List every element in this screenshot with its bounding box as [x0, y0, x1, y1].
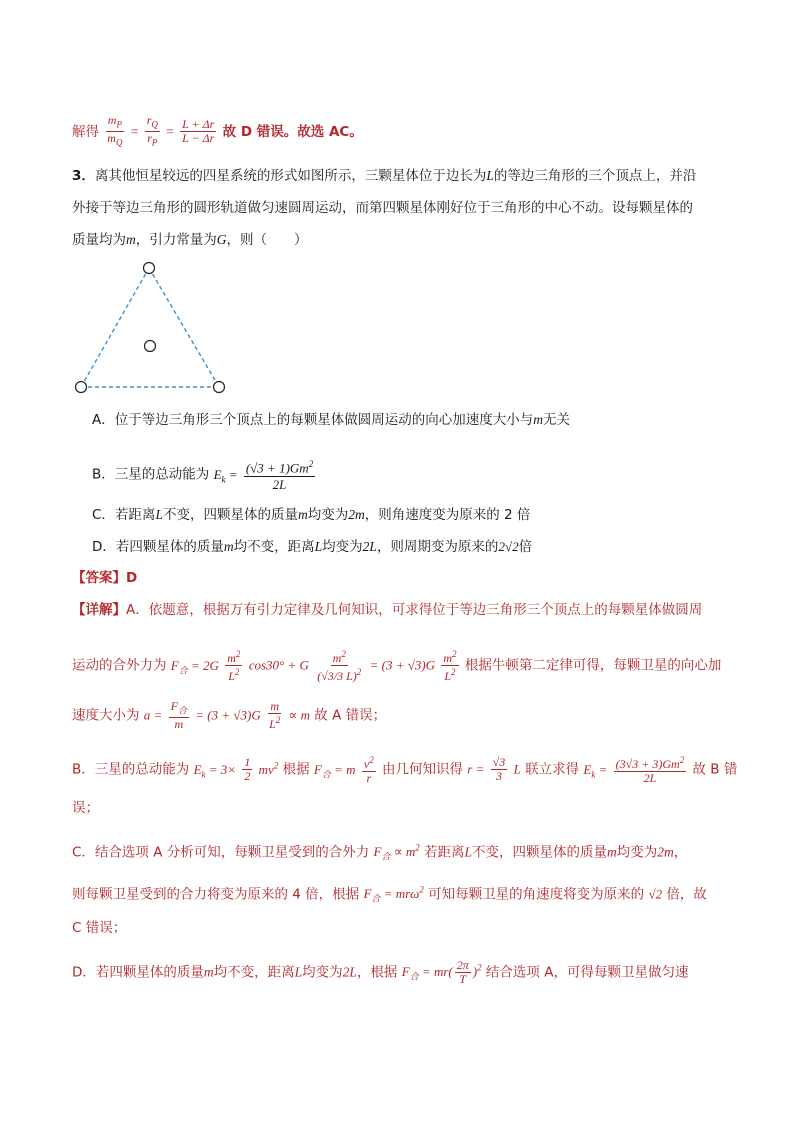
text-jiede: 解得 — [72, 123, 99, 140]
formula-ek-sum: $E_k = 3\times$ — [193, 761, 237, 780]
option-d-t3: 均变为 — [322, 539, 363, 555]
detail-line-8 — [72, 918, 126, 938]
formula-F-period: $F_合 = mr$( — [401, 964, 453, 982]
detail-text-4d: 联立求得 — [525, 761, 580, 778]
option-c-t1: 若距离 — [114, 507, 156, 523]
option-c-2m: 2m — [348, 507, 365, 522]
question-text-3c: ，则（ ） — [226, 232, 308, 248]
option-a-end: 无关 — [543, 412, 570, 428]
star-bottom-right — [214, 382, 225, 393]
option-a-text: 位于等边三角形三个顶点上的每颗星体做圆周运动的向心加速度大小与 — [114, 412, 534, 428]
option-d-m: m — [223, 539, 234, 554]
formula-net-force: $F_合 = 2G$ — [170, 657, 219, 676]
detail-text-9a: D．若四颗星体的质量 — [72, 964, 204, 981]
formula-mass-ratio: $\frac{m_P}{m_Q}$ — [107, 113, 123, 148]
answer-value: D — [126, 570, 138, 586]
frac-2pi-T: $\frac{2\pi}{T}$ — [456, 957, 469, 986]
detail-text-2a: 运动的合外力为 — [72, 657, 167, 674]
detail-line-7 — [72, 880, 707, 909]
option-d-t4: ，则周期变为原来的 — [376, 539, 499, 555]
question-text-1-end: 的等边三角形的三个顶点上，并沿 — [493, 168, 697, 184]
detail-text-1: A．依题意，根据万有引力定律及几何知识，可求得位于等边三角形三个顶点上的每颗星体做圆周 — [126, 602, 703, 618]
option-b — [92, 456, 317, 493]
formula-F-mv2r: $F_合 = m$ — [313, 761, 356, 780]
question-line-1 — [72, 166, 696, 186]
detail-line-5 — [72, 798, 99, 818]
text-conclusion: 故 D 错误。故选 AC。 — [222, 123, 363, 140]
star-center — [145, 341, 156, 352]
option-d-label: D． — [92, 539, 116, 555]
star-top — [144, 263, 155, 274]
detail-text-4e: 故 B 错 — [692, 761, 738, 778]
detail-line-4 — [72, 754, 737, 785]
option-b-text: 三星的总动能为 — [114, 466, 210, 483]
var-m-9: m — [203, 964, 214, 980]
option-c-L: L — [155, 507, 163, 522]
text-squared: )$^2$ — [472, 963, 482, 980]
detail-line-3 — [72, 700, 386, 731]
formula-radius-ratio: $\frac{r_Q}{r_P}$ — [146, 113, 158, 148]
frac-F-m: $\frac{F_合}{m}$ — [170, 699, 187, 732]
option-a — [92, 410, 570, 430]
answer-line — [72, 568, 137, 588]
option-c-t3: 均变为 — [307, 507, 349, 523]
var-2m-6: 2m — [657, 844, 674, 860]
detail-text-4c: 由几何知识得 — [381, 761, 463, 778]
detail-text-9d: ，根据 — [356, 964, 398, 981]
formula-ek-fraction: $\frac{(√3 + 1)Gm^2}{2L}$ — [244, 456, 315, 493]
option-c-label: C． — [92, 507, 115, 523]
triangle-side-right — [149, 268, 219, 387]
var-L-9: L — [294, 964, 303, 980]
detail-text-9c: 均变为 — [302, 964, 343, 981]
formula-sqrt2: √2 — [648, 886, 663, 902]
detail-text-6a: C．结合选项 A 分析可知，每颗卫星受到的合外力 — [72, 844, 370, 861]
detail-text-3a: 速度大小为 — [72, 707, 140, 724]
question-line-2 — [72, 198, 693, 218]
detail-text-2b: 根据牛顿第二定律可得，每颗卫星的向心加 — [464, 657, 722, 674]
option-d-L: L — [314, 539, 323, 554]
detail-text-4b: 根据 — [282, 761, 310, 778]
option-a-var: m — [533, 412, 543, 427]
text-cos30: cos30° + G — [248, 657, 309, 673]
option-b-label: B． — [92, 466, 115, 483]
question-text-3a: 质量均为 — [72, 232, 126, 248]
option-d — [92, 537, 532, 557]
frac-m-L2: $\frac{m}{L^2}$ — [269, 699, 281, 732]
var-G: G — [216, 232, 227, 247]
star-bottom-left — [76, 382, 87, 393]
detail-text-8: C 错误； — [72, 920, 127, 936]
question-text-3b: ，引力常量为 — [135, 232, 217, 248]
var-L: L — [486, 168, 494, 183]
text-mv2: $mv^2$ — [258, 760, 279, 777]
text-a-result: = (3 + √3)G — [195, 707, 261, 723]
text-3plus-sqrt3: = (3 + √3)G — [369, 657, 436, 673]
detail-text-4a: B．三星的总动能为 — [72, 761, 190, 778]
formula-ek: $E_k$ = — [213, 466, 238, 485]
formula-F-propto: $F_合 \propto m^2$ — [373, 843, 420, 862]
four-star-diagram — [70, 258, 235, 398]
option-a-label: A． — [92, 412, 115, 428]
detail-line-9 — [72, 958, 688, 987]
triangle-side-left — [81, 268, 149, 387]
detail-text-5: 误； — [72, 800, 99, 816]
var-m-6: m — [607, 844, 617, 860]
option-d-t1: 若四颗星体的质量 — [115, 539, 224, 555]
previous-conclusion-line: 解得 $\frac{m_P}{m_Q}$ = $\frac{r_Q}{r_P}$ = $\frac{L + \Delta r}{L - \Delta r}$ 故 D 错误。故选 AC。 — [72, 113, 363, 148]
detail-text-3b: 故 A 错误； — [314, 707, 387, 724]
detail-line-6 — [72, 838, 687, 867]
detail-text-7a: 则每颗卫星受到的合力将变为原来的 4 倍，根据 — [72, 886, 360, 903]
text-propto-m: ∝ m — [288, 707, 310, 723]
detail-label: 【详解】 — [72, 602, 126, 618]
detail-line-1 — [72, 600, 702, 620]
frac-sqrt3-3: $\frac{√3}{3}$ — [492, 755, 506, 783]
formula-ek-result: $E_k$ = — [583, 761, 608, 780]
question-number: 3． — [72, 168, 95, 184]
frac-m2-r2: $\frac{m^2}{(√3/3 L)^2}$ — [317, 649, 362, 683]
frac-m2-L2: $\frac{m^2}{L^2}$ — [227, 649, 241, 683]
question-text-1: 离其他恒星较远的四星系统的形式如图所示，三颗星体位于边长为 — [94, 168, 487, 184]
formula-length-ratio: $\frac{L + \Delta r}{L - \Delta r}$ — [182, 117, 215, 146]
var-m: m — [126, 232, 136, 247]
option-c-m: m — [297, 507, 308, 522]
detail-text-7b: 可知每颗卫星的角速度将变为原来的 — [428, 886, 645, 903]
var-2L-9: 2L — [342, 964, 357, 980]
detail-text-6e: ， — [673, 844, 688, 861]
detail-line-2 — [72, 648, 721, 683]
var-L-6: L — [464, 844, 473, 860]
formula-r: r = — [467, 761, 485, 777]
frac-m2-L2-b: $\frac{m^2}{L^2}$ — [443, 649, 457, 683]
option-d-t2: 均不变，距离 — [233, 539, 315, 555]
option-c-t4: ，则角速度变为原来的 2 倍 — [364, 507, 531, 523]
formula-F-mrw2: $F_合 = mr\omega^2$ — [363, 885, 424, 904]
question-text-2: 外接于等边三角形的圆形轨道做匀速圆周运动，而第四颗星体刚好位于三角形的中心不动。设每颗星体的 — [72, 200, 693, 216]
frac-ek-result: $\frac{(3√3 + 3)Gm^2}{2L}$ — [615, 755, 685, 785]
formula-a: a = — [143, 707, 163, 723]
option-c — [92, 505, 530, 525]
detail-text-9b: 均不变，距离 — [213, 964, 295, 981]
answer-label: 【答案】 — [72, 570, 126, 586]
option-d-2L: 2L — [362, 539, 377, 554]
option-c-t2: 不变，四颗星体的质量 — [162, 507, 298, 523]
detail-text-9e: 结合选项 A，可得每颗卫星做匀速 — [485, 964, 689, 981]
detail-text-6c: 不变，四颗星体的质量 — [472, 844, 608, 861]
frac-half: $\frac{1}{2}$ — [244, 755, 251, 783]
detail-text-6d: 均变为 — [616, 844, 658, 861]
detail-text-7c: 倍，故 — [666, 886, 707, 903]
question-line-3 — [72, 230, 308, 250]
text-L: L — [513, 761, 521, 777]
option-d-end: 倍 — [518, 539, 533, 555]
frac-v2-r: $\frac{v^2}{r}$ — [363, 755, 374, 785]
formula-2sqrt2: 2√2 — [498, 539, 519, 554]
detail-text-6b: 若距离 — [424, 844, 465, 861]
